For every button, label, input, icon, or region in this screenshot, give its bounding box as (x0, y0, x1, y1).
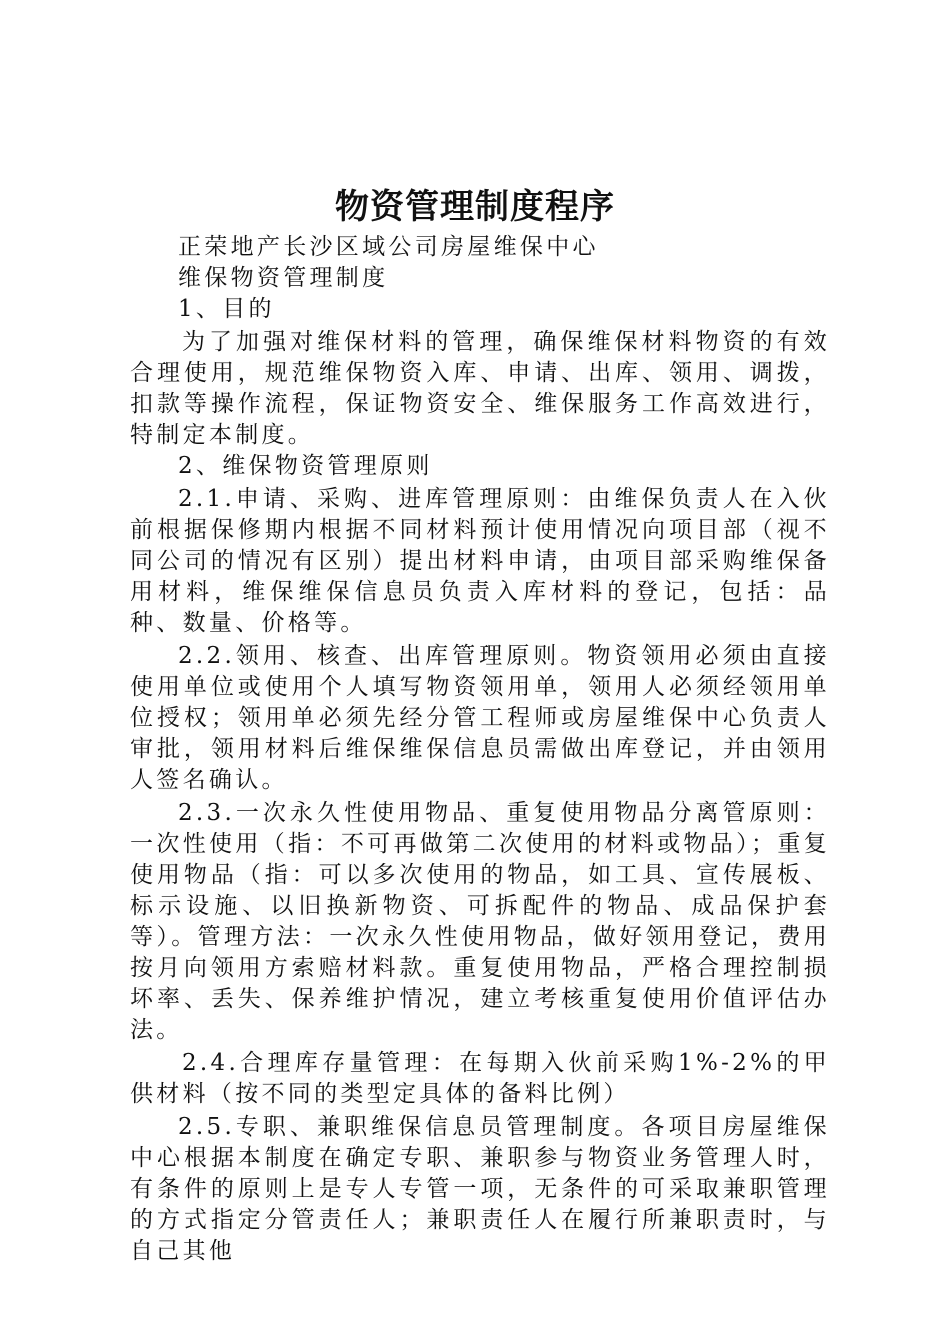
paragraph-2-5: 2.5.专职、兼职维保信息员管理制度。各项目房屋维保中心根据本制度在确定专职、兼职参与物资业务管理人时，有条件的原则上是专人专管一项，无条件的可采取兼职管理的方式指定分管责任人；兼职责任人在履行所兼职责时，与自己其他 (130, 1114, 830, 1264)
document-title: 物资管理制度程序 (335, 187, 615, 227)
paragraph-purpose: 为了加强对维保材料的管理，确保维保材料物资的有效合理使用，规范维保物资入库、申请、出库、领用、调拨，扣款等操作流程，保证物资安全、维保服务工作高效进行，特制定本制度。 (130, 329, 830, 448)
paragraph-2-3: 2.3.一次永久性使用物品、重复使用物品分离管原则：一次性使用（指：不可再做第二次使用的材料或物品）；重复使用物品（指：可以多次使用的物品，如工具、宣传展板、标示设施、以旧换新物资、可拆配件的物品、成品保护套等）。管理方法：一次永久性使用物品，做好领用登记，费用按月向领用方索赔材料款。重复使用物品，严格合理控制损坏率、丢失、保养维护情况，建立考核重复使用价值评估办法。 (130, 800, 830, 1043)
paragraph-2-4: 2.4.合理库存量管理：在每期入伙前采购1%-2%的甲供材料（按不同的类型定具体的备料比例） (130, 1050, 830, 1107)
policy-name-line: 维保物资管理制度 (178, 265, 389, 291)
paragraph-2-1: 2.1.申请、采购、进库管理原则：由维保负责人在入伙前根据保修期内根据不同材料预计使用情况向项目部（视不同公司的情况有区别）提出材料申请，由项目部采购维保备用材料，维保维保信息员负责入库材料的登记，包括：品种、数量、价格等。 (130, 486, 830, 636)
paragraph-2-2: 2.2.领用、核查、出库管理原则。物资领用必须由直接使用单位或使用个人填写物资领用单，领用人必须经领用单位授权；领用单必须先经分管工程师或房屋维保中心负责人审批，领用材料后维保维保信息员需做出库登记，并由领用人签名确认。 (130, 643, 830, 793)
section-heading-purpose: 1、目的 (178, 296, 275, 322)
section-heading-principles: 2、维保物资管理原则 (178, 453, 433, 479)
company-line: 正荣地产长沙区域公司房屋维保中心 (178, 234, 599, 260)
document-body (130, 232, 830, 1267)
